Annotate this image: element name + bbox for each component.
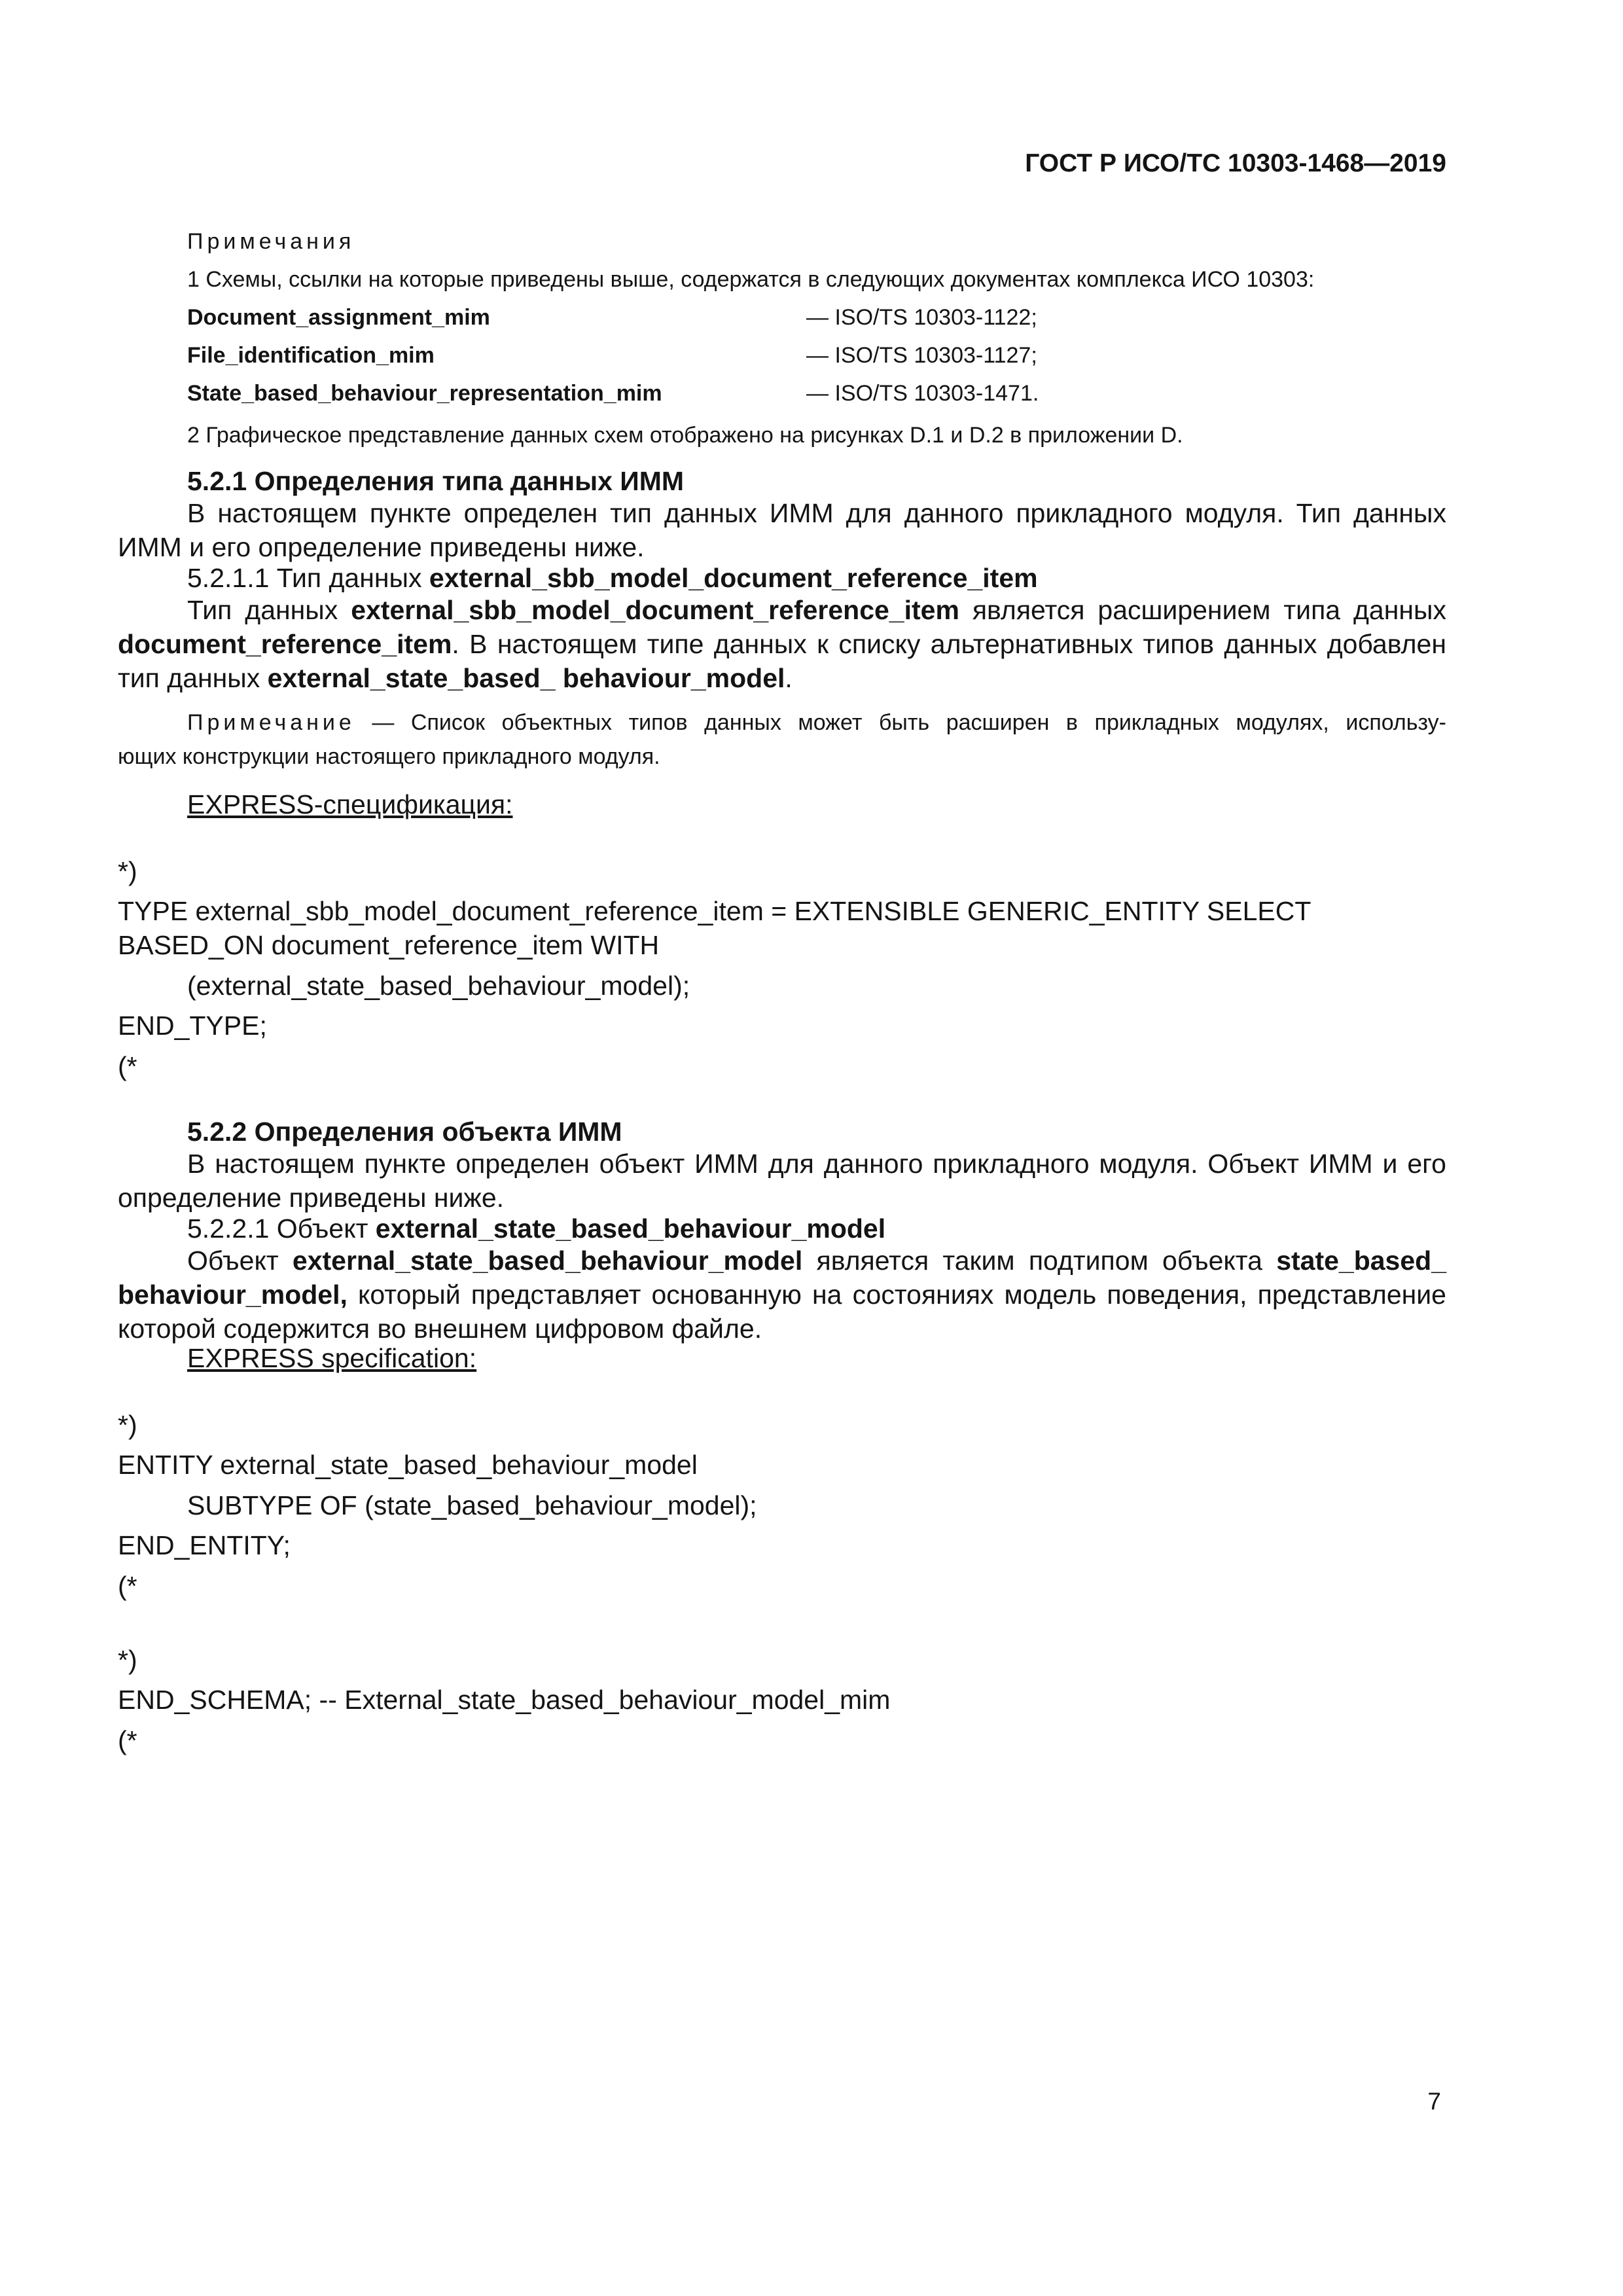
code-line: SUBTYPE OF (state_based_behaviour_model);: [187, 1490, 757, 1520]
section-5-2-2-intro: В настоящем пункте определен объект ИММ для данного прикладного модуля. Объект ИММ и его определение приведены ниже.: [118, 1149, 1446, 1213]
schema-name-1: Document_assignment_mim: [187, 305, 490, 330]
code-line: *): [118, 1645, 137, 1675]
notes-item-2: 2 Графическое представление данных схем отображено на рисунках D.1 и D.2 в приложении D.: [187, 423, 1183, 448]
code-line: *): [118, 856, 137, 886]
code-line: TYPE external_sbb_model_document_reference_item = EXTENSIBLE GENERIC_ENTITY SELECT: [118, 896, 1311, 926]
subsection-5-2-2-1-heading: 5.2.2.1 Объект external_state_based_behaviour_model: [187, 1213, 886, 1244]
code-line: END_TYPE;: [118, 1011, 267, 1041]
code-line: END_SCHEMA; -- External_state_based_behaviour_model_mim: [118, 1685, 891, 1715]
code-line: (*: [118, 1051, 137, 1081]
schema-ref-1: — ISO/TS 10303-1122;: [806, 305, 1037, 330]
notes-item-1: 1 Схемы, ссылки на которые приведены выше, содержатся в следующих документах комплекса ИСО 10303:: [187, 267, 1315, 292]
subsection-5-2-2-1-body: Объект external_state_based_behaviour_model является таким подтипом объекта state_based_ behaviour_model, который представляет основанную на состояниях модель поведения, представление которой содержится во внешнем цифровом файле.: [118, 1246, 1447, 1344]
section-5-2-1-note: Примечание — Список объектных типов данных может быть расширен в прикладных модулях, использу- ющих конструкции настоящего прикладного модуля.: [118, 710, 1446, 769]
code-line: ENTITY external_state_based_behaviour_model: [118, 1450, 698, 1480]
standard-designation: ГОСТ Р ИСО/ТС 10303-1468—2019: [1025, 149, 1446, 177]
subsection-5-2-1-1-body: Тип данных external_sbb_model_document_reference_item является расширением типа данных document_reference_item. В настоящем типе данных к списку альтернативных типов данных добавлен тип данных external_state_based_ behaviour_model.: [118, 595, 1446, 693]
schema-ref-3: — ISO/TS 10303-1471.: [806, 381, 1039, 406]
subsection-5-2-1-1-heading: 5.2.1.1 Тип данных external_sbb_model_document_reference_item: [187, 563, 1038, 593]
schema-name-3: State_based_behaviour_representation_mim: [187, 381, 662, 406]
notes-title: Примечания: [187, 229, 355, 254]
section-heading-5-2-1: 5.2.1 Определения типа данных ИММ: [187, 466, 685, 496]
section-5-2-1-intro: В настоящем пункте определен тип данных ИММ для данного прикладного модуля. Тип данных ИММ и его определение приведены ниже.: [118, 498, 1446, 562]
schema-ref-2: — ISO/TS 10303-1127;: [806, 343, 1037, 368]
code-line: (*: [118, 1725, 137, 1755]
schema-name-2: File_identification_mim: [187, 343, 435, 368]
code-line: *): [118, 1410, 137, 1440]
section-heading-5-2-2: 5.2.2 Определения объекта ИММ: [187, 1117, 622, 1147]
code-line: END_ENTITY;: [118, 1530, 291, 1560]
code-line: BASED_ON document_reference_item WITH: [118, 930, 660, 960]
express-spec-label-en: EXPRESS specification:: [187, 1343, 477, 1373]
page-number: 7: [1427, 2088, 1441, 2115]
express-spec-label-ru: EXPRESS-спецификация:: [187, 789, 513, 819]
code-line: (external_state_based_behaviour_model);: [187, 971, 690, 1001]
code-line: (*: [118, 1571, 137, 1601]
